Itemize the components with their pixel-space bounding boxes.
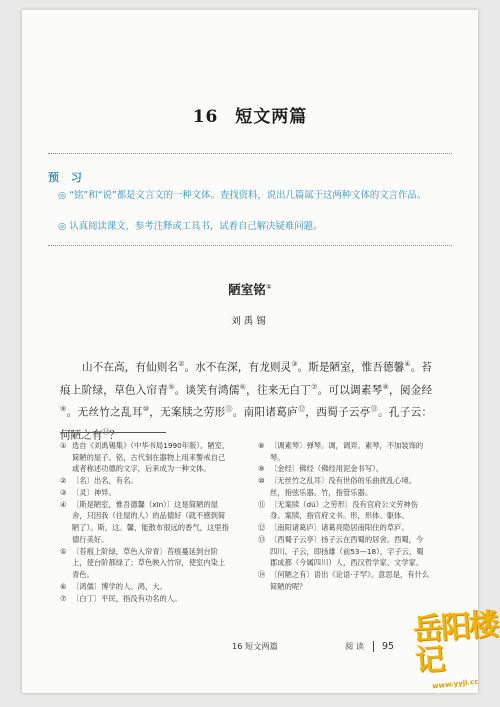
footnote-item bbox=[60, 581, 232, 593]
poem-text-segment: 。南阳诸葛庐 bbox=[232, 406, 299, 419]
footnote-marker: ⑥ bbox=[239, 382, 247, 391]
footnote-divider bbox=[60, 432, 166, 433]
footnote-text: 〔斯是陋室，惟吾德馨（xīn）〕这是简陋的屋舍，只因我（住屋的人）的品德好（就不感到简陋了）。斯，这。馨，能散布很远的香气，这里指德行美好。 bbox=[72, 499, 229, 544]
footnote-item bbox=[258, 440, 430, 463]
footnote-marker: ⑤ bbox=[168, 382, 175, 391]
footnote-item bbox=[258, 475, 430, 498]
footnote-text: 〔何陋之有〕语出《论语·子罕》。意思是，有什么简陋的呢？ bbox=[270, 570, 430, 591]
footnote-marker: ⑭ bbox=[102, 427, 110, 436]
footnote-text: 〔西蜀子云亭〕扬子云在西蜀的居舍。西蜀，今四川。子云，即扬雄（前53—18），字子云，蜀郡成都（今属四川）人，西汉哲学家、文学家。 bbox=[270, 535, 424, 568]
footnote-number: ⑧ bbox=[258, 441, 265, 450]
poem-text-segment: ，无案牍之劳形 bbox=[149, 406, 226, 419]
footnote-item bbox=[258, 569, 430, 592]
footnote-item bbox=[258, 463, 430, 475]
footnote-number: ⑪ bbox=[258, 499, 266, 509]
footnote-text: 〔调素琴〕弹琴。调，调弄。素琴，不加装饰的琴。 bbox=[270, 441, 424, 462]
textbook-page bbox=[22, 10, 478, 693]
lesson-number: 16 bbox=[192, 107, 219, 127]
footnote-text: 〔南阳诸葛庐〕诸葛亮隐居南阳住的草庐。 bbox=[270, 523, 409, 533]
footnote-number: ⑦ bbox=[60, 593, 67, 603]
footnote-item bbox=[60, 487, 232, 499]
watermark-logo bbox=[411, 607, 500, 707]
footnote-text: 选自《刘禹锡集》（中华书局1990年版）。陋室，简陋的屋子。铭，古代刻在器物上用来警戒自己或者称述功德的文字，后来成为一种文体。 bbox=[72, 441, 230, 474]
page-footer bbox=[345, 641, 394, 652]
poem-text-segment: 。谈笑有鸿儒 bbox=[174, 384, 240, 397]
watermark-text: 岳阳楼记 bbox=[411, 607, 499, 679]
footnote-text: 〔金经〕佛经（佛经用泥金书写）。 bbox=[270, 464, 384, 474]
lesson-title bbox=[22, 102, 478, 127]
running-footer-title: 16 短文两篇 bbox=[232, 641, 278, 651]
preview-item-1 bbox=[48, 188, 450, 204]
bullet-icon: ◎ bbox=[58, 221, 67, 232]
lesson-title-text: 短文两篇 bbox=[235, 107, 308, 127]
footnote-text: 〔无丝竹之乱耳〕没有世俗的乐曲扰乱心境。丝，指弦乐器。竹，指管乐器。 bbox=[270, 476, 416, 497]
poem-text-segment: 。无丝竹之乱耳 bbox=[66, 406, 143, 419]
footnote-item bbox=[258, 534, 430, 569]
footnote-marker: ⑦ bbox=[311, 382, 318, 391]
poem-text-segment: 。斯是陋室，惟吾德馨 bbox=[297, 361, 405, 374]
preview-bottom-divider bbox=[48, 245, 452, 246]
footnote-marker: ⑫ bbox=[298, 405, 306, 414]
preview-item-2 bbox=[48, 219, 450, 235]
poem-text-segment: 山不在高，有仙则名 bbox=[82, 361, 179, 374]
footnote-text: 〔灵〕神异。 bbox=[72, 487, 116, 497]
poem-text-segment: 。可以调素琴 bbox=[317, 384, 383, 397]
footnote-text: 〔白丁〕平民，指没有功名的人。 bbox=[72, 593, 182, 603]
footnote-number: ⑬ bbox=[258, 535, 266, 545]
poem-title bbox=[22, 280, 478, 298]
footnote-item bbox=[60, 475, 232, 487]
footnote-marker: ③ bbox=[291, 360, 298, 368]
footnote-number: ⑥ bbox=[60, 581, 67, 591]
footnote-item bbox=[60, 593, 232, 605]
footnote-marker: ⑩ bbox=[142, 405, 150, 414]
poem-title-text: 陋室铭 bbox=[228, 282, 266, 297]
page-number: 95 bbox=[381, 641, 395, 652]
footnote-number: ⑫ bbox=[258, 523, 266, 533]
footnote-item bbox=[258, 499, 430, 522]
footnote-marker: ⑨ bbox=[60, 405, 67, 414]
preview-item-text: “铭”和“说”都是文言文的一种文体。查找资料，说出几篇属于这两种文体的文言作品。 bbox=[69, 190, 427, 201]
poem-text-segment: ？ bbox=[109, 429, 120, 442]
footnote-marker: ④ bbox=[404, 360, 411, 368]
footnote-number: ② bbox=[60, 476, 67, 486]
watermark-url: www.yyjl.cc bbox=[431, 677, 479, 691]
author-name: 刘禹锡 bbox=[231, 316, 269, 327]
poem-text-segment: ，西蜀子云亭 bbox=[305, 406, 371, 419]
footnote-text: 〔名〕出名，有名。 bbox=[72, 476, 138, 486]
section-label: 阅 读 bbox=[345, 641, 364, 651]
poem-text-segment: 。苔痕上阶绿，草色入帘青 bbox=[60, 361, 433, 397]
footnote-item bbox=[60, 499, 232, 545]
footnote-marker: ① bbox=[265, 282, 272, 291]
footnote-number: ⑩ bbox=[258, 476, 265, 486]
footnote-number: ⑤ bbox=[60, 546, 67, 556]
footnotes-right-column bbox=[258, 440, 430, 593]
footnote-marker: ⑬ bbox=[370, 405, 378, 414]
footnote-number: ① bbox=[60, 441, 67, 450]
footnote-marker: ② bbox=[178, 360, 185, 368]
preview-heading: 预 习 bbox=[48, 171, 86, 184]
footnote-text: 〔无案牍（dú）之劳形〕没有官府公文劳神伤身。案牍，指官府文书。形，形体、躯体。 bbox=[270, 499, 418, 521]
preview-top-divider bbox=[48, 153, 452, 154]
footnote-item bbox=[60, 546, 232, 581]
poem-text-segment: 。孔子云：何陋之有 bbox=[60, 406, 433, 442]
footnote-text: 〔鸿儒〕博学的人。鸿，大。 bbox=[72, 581, 167, 591]
poem-text-segment: ，往来无白丁 bbox=[246, 384, 312, 397]
footnote-number: ④ bbox=[60, 499, 67, 509]
footnote-number: ③ bbox=[60, 487, 67, 497]
footnote-item bbox=[258, 522, 430, 534]
preview-item-text: 认真阅读课文，参考注释或工具书，试着自己解决疑难问题。 bbox=[69, 221, 323, 232]
poem-text-segment: ，阅金经 bbox=[389, 384, 433, 397]
bullet-icon: ◎ bbox=[58, 190, 67, 201]
footnote-text: 〔苔痕上阶绿，草色入帘青〕苔痕蔓延到台阶上，使台阶都绿了；草色映入竹帘，使室内染上青色。 bbox=[72, 546, 226, 579]
footer-separator bbox=[373, 641, 374, 652]
footnote-marker: ⑪ bbox=[225, 405, 233, 414]
footnote-item bbox=[60, 440, 232, 475]
footnote-number: ⑭ bbox=[258, 570, 266, 580]
preview-box bbox=[48, 153, 452, 248]
footnote-marker: ⑧ bbox=[382, 382, 390, 391]
footnotes-left-column bbox=[60, 440, 232, 604]
poem-text-segment: 。水不在深，有龙则灵 bbox=[184, 361, 292, 374]
footnote-number: ⑨ bbox=[258, 464, 265, 474]
